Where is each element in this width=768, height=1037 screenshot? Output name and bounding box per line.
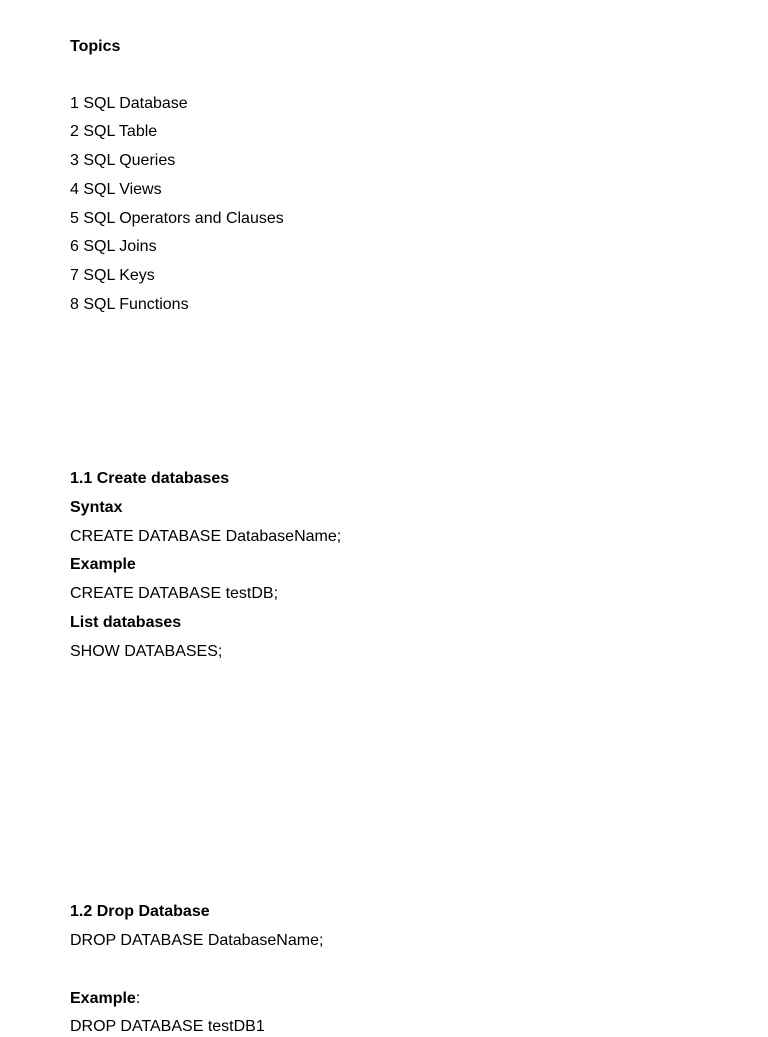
document-page [70, 0, 710, 1035]
list-databases-label: List databases [70, 614, 182, 631]
topic-item: 1 SQL Database [70, 95, 188, 112]
section-heading-create-databases: 1.1 Create databases [70, 470, 230, 487]
drop-example-code: DROP DATABASE testDB1 [70, 1018, 265, 1035]
syntax-code: CREATE DATABASE DatabaseName; [70, 528, 342, 545]
topic-item: 7 SQL Keys [70, 267, 155, 284]
topic-item: 8 SQL Functions [70, 296, 189, 313]
topics-heading: Topics [70, 38, 121, 55]
topic-item: 6 SQL Joins [70, 238, 157, 255]
example-label: Example [70, 556, 136, 573]
drop-example-line [70, 989, 140, 1009]
section-heading-drop-database: 1.2 Drop Database [70, 903, 210, 920]
example-code: CREATE DATABASE testDB; [70, 585, 279, 602]
syntax-label: Syntax [70, 499, 123, 516]
drop-syntax-code: DROP DATABASE DatabaseName; [70, 932, 324, 949]
drop-example-suffix: : [135, 990, 141, 1007]
list-databases-code: SHOW DATABASES; [70, 643, 223, 660]
topic-item: 5 SQL Operators and Clauses [70, 210, 284, 227]
topic-item: 3 SQL Queries [70, 152, 176, 169]
topic-item: 4 SQL Views [70, 181, 162, 198]
topic-item: 2 SQL Table [70, 123, 158, 140]
drop-example-label: Example [70, 990, 136, 1007]
